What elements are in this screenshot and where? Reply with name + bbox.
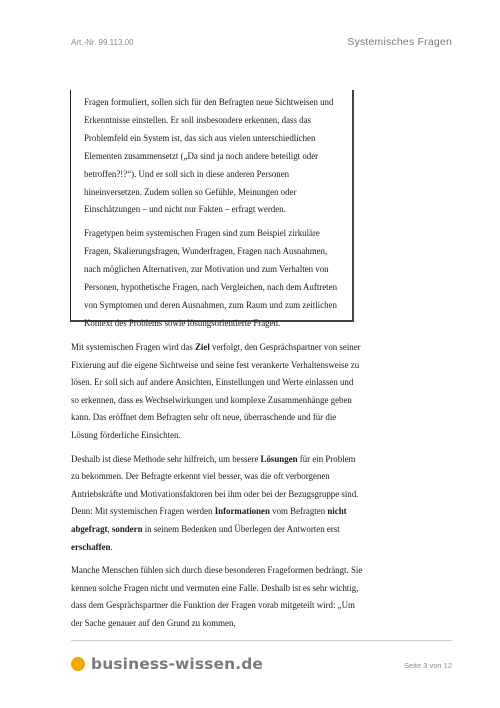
footer-divider	[71, 640, 452, 641]
page-number: Seite 3 von 12	[404, 661, 452, 670]
bold-term: sondern	[111, 523, 143, 534]
body-paragraph: Mit systemischen Fragen wird das Ziel verfolgt, den Gesprächspartner von seiner Fixierung auf die eigene Sichtweise und seine fest verankerte Verhaltensweise zu lösen. Er soll sich auf andere Ansichten, Einstellungen und Werte einlassen und so erkennen, dass es Wechselwirkungen und komplexe Zusammenhänge geben kann. Das eröffnet dem Befragten sehr oft neue, überraschende und für die Lösung förderliche Einsichten.	[71, 342, 361, 440]
body-paragraph: Deshalb ist diese Methode sehr hilfreich, um bessere Lösungen für ein Problem zu bekommen. Der Befragte erkennt viel besser, was die oft verborgenen Antriebskräfte und Motivationsfaktoren bei ihm oder bei der Bezugsgruppe sind. Denn: Mit systemischen Fragen werden Informationen vom Befragten nicht abgefragt, sondern in seinem Bedenken und Überlegen der Antworten erst erschaffen.	[71, 453, 359, 552]
bold-term: erschaffen	[71, 541, 111, 552]
logo-dot-icon	[71, 657, 85, 671]
box-paragraph: Fragetypen beim systemischen Fragen sind zum Beispiel zirkuläre Fragen, Skalierungsfragen, Wunderfragen, Fragen nach Ausnahmen, nach möglichen Alternativen, zur Motivation und zum Verhalten von Personen, hypothetische Fragen, nach Vergleichen, nach dem Auftreten von Symptomen und deren Ausnahmen, zum Raum und zum zeitlichen Kontext des Problems sowie lösungsorientierte Fragen.	[84, 228, 338, 328]
document-title: Systemisches Fragen	[347, 36, 452, 48]
box-paragraph: Fragen formuliert, sollen sich für den Befragten neue Sichtweisen und Erkenntnisse einstellen. Er soll insbesondere erkennen, dass das Problemfeld ein System ist, das sich aus vielen unterschiedlichen Elementen zusammensetzt („Da sind ja noch andere beteiligt oder betroffen?!?“). Und er soll sich in diese anderen Personen hineinversetzen. Zudem sollen so Gefühle, Meinungen oder Einschätzungen – und nicht nur Fakten – erfragt werden.	[84, 97, 334, 215]
article-number: Art.-Nr. 99.113.00	[71, 38, 134, 47]
info-box	[70, 90, 354, 328]
bold-term: Lösungen	[260, 453, 298, 464]
main-body	[71, 339, 363, 639]
bold-term: nicht abgefragt	[71, 506, 347, 534]
bold-term: Informationen	[214, 506, 270, 517]
logo	[71, 655, 263, 673]
logo-text: business-wissen.de	[91, 655, 264, 673]
bold-term: Ziel	[195, 342, 210, 352]
body-paragraph: Manche Menschen fühlen sich durch diese besonderen Frageformen bedrängt. Sie kennen solche Fragen nicht und vermuten eine Falle. Deshalb ist es sehr wichtig, dass dem Gesprächspartner die Funktion der Fragen vorab mitgeteilt wird: „Um der Sache genauer auf den Grund zu kommen,	[71, 565, 363, 628]
